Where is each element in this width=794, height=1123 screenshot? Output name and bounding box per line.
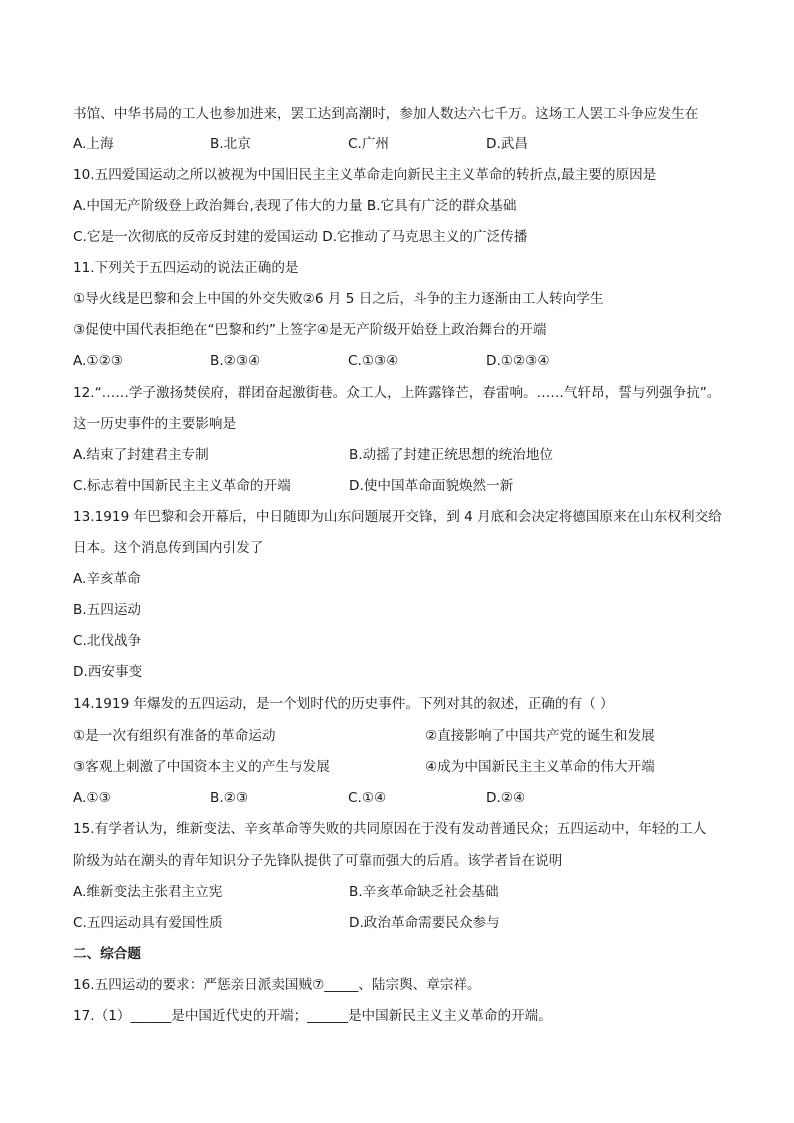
q14-items-34 (73, 757, 773, 777)
option-b: B.动摇了封建正统思想的统治地位 (349, 447, 553, 463)
q16-text: 16.五四运动的要求：严惩亲日派卖国贼⑦_____、陆宗舆、章宗祥。 (73, 977, 481, 993)
q13-stem-1: 13.1919 年巴黎和会开幕后，中日随即为山东问题展开交锋，到 4 月底和会决定将德国原来在山东权利交给 (73, 509, 722, 525)
statement-2: ②直接影响了中国共产党的诞生和发展 (425, 728, 655, 744)
q14-options (73, 788, 773, 808)
q9-options (73, 134, 773, 154)
q9-stem-continued: 书馆、中华书局的工人也参加进来，罢工达到高潮时，参加人数达六七千万。这场工人罢工斗争应发生在 (73, 106, 699, 122)
q11-stem: 11.下列关于五四运动的说法正确的是 (73, 260, 299, 276)
q15-options-cd (73, 913, 773, 933)
q15-stem-1: 15.有学者认为，维新变法、辛亥革命等失败的共同原因在于没有发动普通民众；五四运动中，年轻的工人 (73, 821, 707, 837)
option-d: D.②④ (486, 790, 526, 806)
q14-stem: 14.1919 年爆发的五四运动，是一个划时代的历史事件。下列对其的叙述，正确的有（ ） (73, 696, 614, 712)
q12-stem-1: 12.“……学子激扬焚侯府，群团奋起激街巷。众工人，上阵露锋芒，春雷响。……气轩昂，誓与列强争抗”。 (73, 385, 721, 401)
option-c: C.广州 (348, 136, 390, 152)
statement-1: ①是一次有组织有准备的革命运动 (73, 728, 276, 744)
option-c: C.五四运动具有爱国性质 (73, 915, 223, 931)
section-heading: 二、综合题 (73, 946, 141, 962)
q12-stem-2: 这一历史事件的主要影响是 (73, 416, 237, 432)
q10-options-cd: C.它是一次彻底的反帝反封建的爱国运动 D.它推动了马克思主义的广泛传播 (73, 229, 528, 245)
option-c: C.①④ (348, 790, 387, 806)
q14-items-12 (73, 726, 773, 746)
q15-options-ab (73, 882, 773, 902)
statement-4: ④成为中国新民主主义革命的伟大开端 (425, 759, 655, 775)
statement-3: ③客观上刺激了中国资本主义的产生与发展 (73, 759, 330, 775)
option-c: C.①③④ (348, 353, 399, 369)
q11-statements-2: ③促使中国代表拒绝在“巴黎和约”上签字④是无产阶级开始登上政治舞台的开端 (73, 322, 547, 338)
option-d: D.使中国革命面貌焕然一新 (349, 478, 514, 494)
option-c: C.标志着中国新民主主义革命的开端 (73, 478, 291, 494)
option-a: A.上海 (73, 136, 114, 152)
option-b: B.辛亥革命缺乏社会基础 (349, 884, 499, 900)
option-a: A.结束了封建君主专制 (73, 447, 209, 463)
q12-options-cd (73, 476, 773, 496)
q10-options-ab: A.中国无产阶级登上政治舞台,表现了伟大的力量 B.它具有广泛的群众基础 (73, 198, 517, 214)
q13-option-d: D.西安事变 (73, 664, 143, 680)
option-d: D.武昌 (486, 136, 528, 152)
q13-stem-2: 日本。这个消息传到国内引发了 (73, 540, 264, 556)
option-d: D.政治革命需要民众参与 (349, 915, 500, 931)
q15-stem-2: 阶级为站在潮头的青年知识分子先锋队提供了可靠而强大的后盾。该学者旨在说明 (73, 853, 563, 869)
option-a: A.维新变法主张君主立宪 (73, 884, 223, 900)
q17-text: 17.（1）______是中国近代史的开端；______是中国新民主义主义革命的开端。 (73, 1008, 552, 1024)
q13-option-a: A.辛亥革命 (73, 571, 141, 587)
option-a: A.①③ (73, 790, 111, 806)
option-b: B.②③④ (210, 353, 261, 369)
option-a: A.①②③ (73, 353, 123, 369)
q12-options-ab (73, 445, 773, 465)
q11-options (73, 351, 773, 371)
option-d: D.①②③④ (486, 353, 550, 369)
q13-option-b: B.五四运动 (73, 602, 142, 618)
option-b: B.②③ (210, 790, 249, 806)
q13-option-c: C.北伐战争 (73, 633, 142, 649)
option-b: B.北京 (210, 136, 251, 152)
q10-stem: 10.五四爱国运动之所以被视为中国旧民主主义革命走向新民主主义革命的转折点,最主要的原因是 (73, 167, 657, 183)
q11-statements-1: ①导火线是巴黎和会上中国的外交失败②6 月 5 日之后，斗争的主力逐渐由工人转向学生 (73, 291, 604, 307)
